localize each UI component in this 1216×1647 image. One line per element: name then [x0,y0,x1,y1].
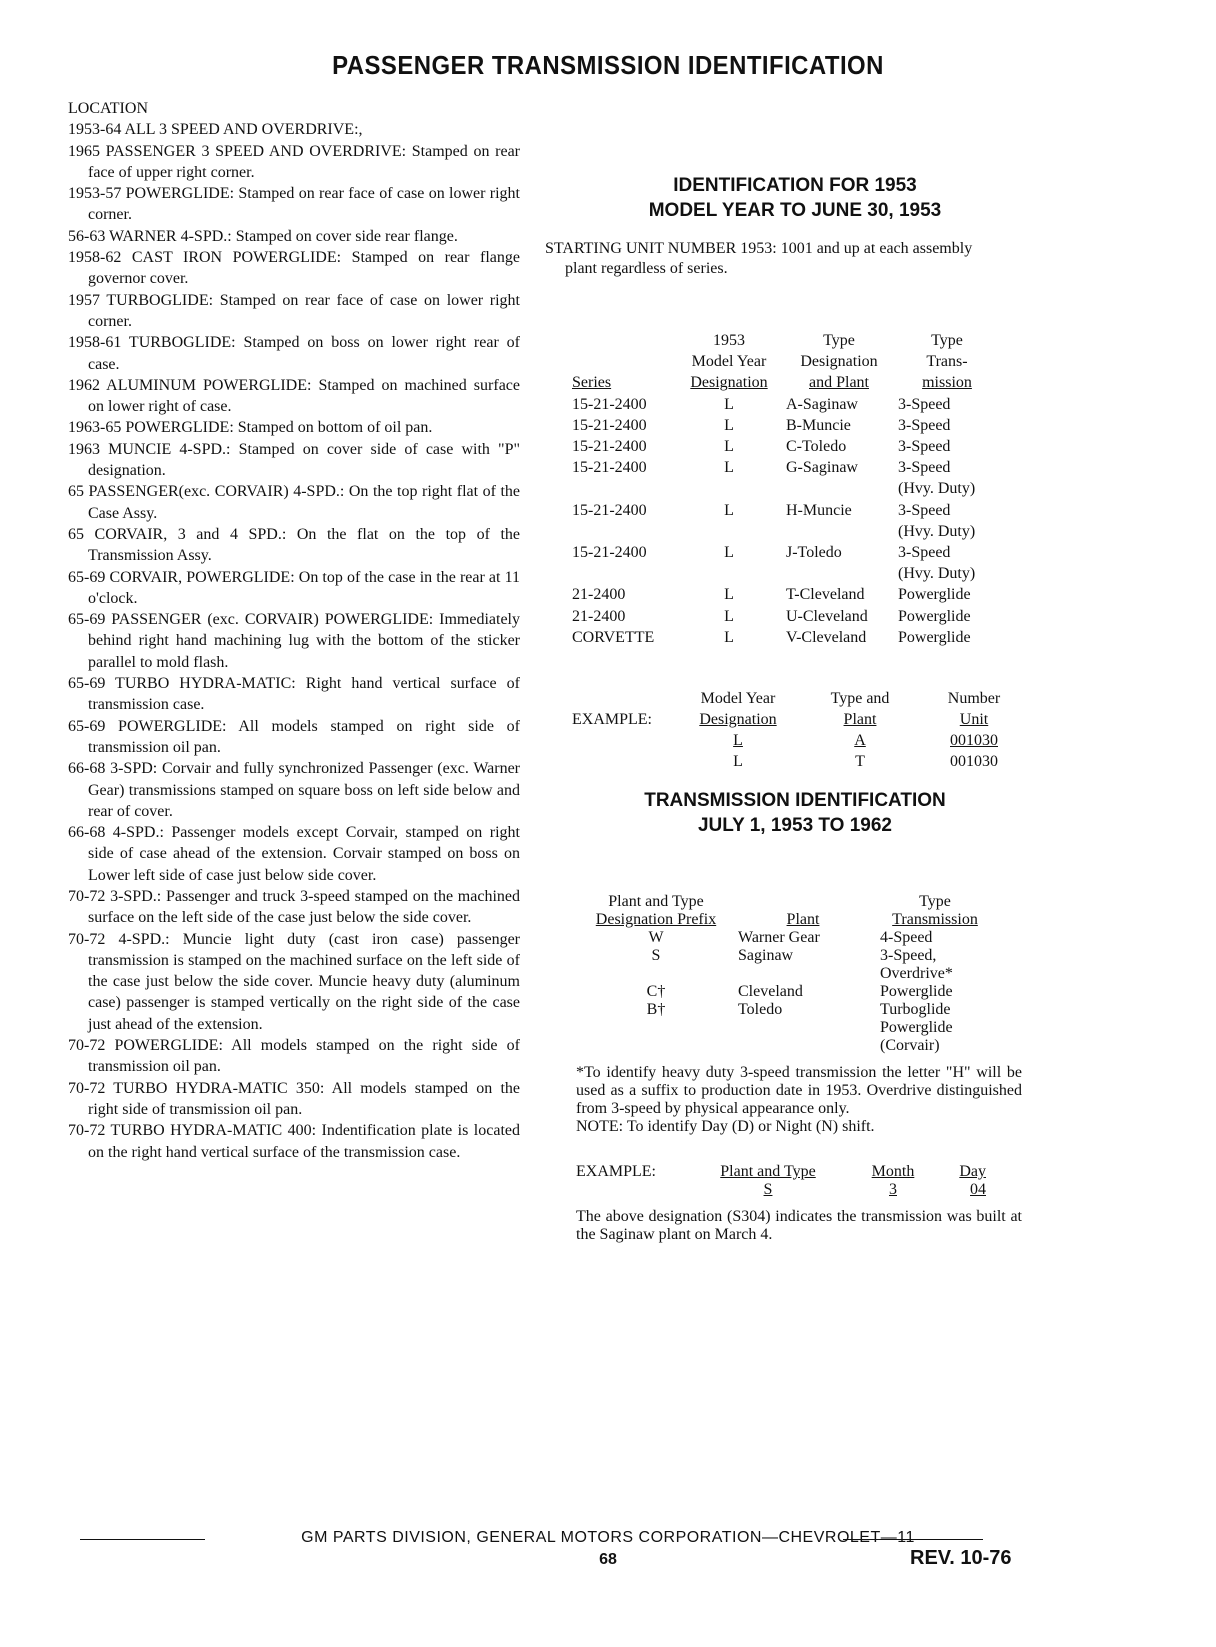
example-1953-col2-b: Plant [843,711,877,728]
cell-year: L [724,416,734,434]
cell-prefix: B† [646,1001,666,1018]
table-row [572,627,1002,648]
example-1953-r1-c3: 001030 [950,732,998,749]
example-1962-col2: Month [871,1163,915,1180]
header-prefix-1: Plant and Type [608,893,704,910]
section-1962-heading-line1: TRANSMISSION IDENTIFICATION [644,790,946,811]
header-model-year-3: Designation [690,374,768,392]
cell-plant: C-Toledo [786,438,847,456]
table-header-row [574,893,1002,929]
cell-note: (Hvy. Duty) [898,522,976,540]
example-1953-col1-a: Model Year [700,690,776,707]
cell-year: L [724,607,734,625]
cell-trans: 3-Speed [898,438,951,456]
cell-series: 15-21-2400 [572,416,647,434]
cell-trans: Powerglide [880,983,953,1000]
page-title: PASSENGER TRANSMISSION IDENTIFICATION [332,50,884,80]
location-entry: 1963-65 POWERGLIDE: Stamped on bottom of oil pan. [68,419,433,437]
section-1962-heading [560,788,1030,838]
table-row [572,584,1002,605]
table-row [574,929,1002,947]
example-1953-col1-b: Designation [699,711,777,728]
cell-series: 21-2400 [572,607,626,625]
page-number: 68 [599,1551,617,1568]
header-series: Series [572,374,612,392]
cell-note: (Hvy. Duty) [898,565,976,583]
cell-plant: Saginaw [738,947,794,964]
location-entry: 1962 ALUMINUM POWERGLIDE: Stamped on machined surface on lower right of case. [68,376,520,416]
cell-trans: Powerglide [898,628,971,646]
cell-year: L [724,459,734,477]
cell-plant: B-Muncie [786,416,851,434]
table-row [572,415,1002,436]
note-text: NOTE: To identify Day (D) or Night (N) shift. [576,1118,875,1135]
location-entry: 1958-62 CAST IRON POWERGLIDE: Stamped on rear flange governor cover. [68,249,520,288]
table-row [572,436,1002,457]
revision-label: REV. 10-76 [910,1547,1012,1569]
header-trans-1: Type [919,893,951,910]
example-1962-label: EXAMPLE: [576,1163,656,1180]
footer-text: GM PARTS DIVISION, GENERAL MOTORS CORPORATION—CHEVROLET—11 [301,1529,915,1546]
cell-trans: 3-Speed [898,544,951,562]
cell-year: L [724,501,734,519]
section-1953-heading-line2: MODEL YEAR TO JUNE 30, 1953 [648,200,942,221]
cell-trans: (Corvair) [880,1037,940,1054]
cell-trans: Powerglide [880,1019,953,1036]
cell-trans: Turboglide [880,1001,951,1018]
header-model-year-1: 1953 [713,332,745,349]
cell-year: L [724,628,734,646]
location-entry: 66-68 3-SPD: Corvair and fully synchronized Passenger (exc. Warner Gear) transmissions stamped on square boss on left side below and rear of cover. [68,760,520,820]
cell-plant: H-Muncie [786,501,852,519]
cell-trans: 3-Speed [898,416,951,434]
cell-plant: Cleveland [738,983,803,1000]
section-1962-heading-line2: JULY 1, 1953 TO 1962 [697,815,893,836]
location-entry: 1953-64 ALL 3 SPEED AND OVERDRIVE:, [68,121,363,139]
table-row [572,606,1002,627]
example-1953-r1-c2: A [854,732,866,749]
table-header-row [572,330,1002,394]
header-type-plant-3: and Plant [809,374,869,392]
section-1953-heading [560,173,1030,223]
header-type-plant-1: Type [823,332,855,349]
location-entry: 70-72 POWERGLIDE: All models stamped on the right side of transmission oil pan. [68,1037,520,1076]
cell-trans: Overdrive* [880,965,953,982]
cell-year: L [724,586,734,604]
cell-trans: 3-Speed, [880,947,937,964]
example-1953-r1-c1: L [733,732,743,749]
cell-plant: V-Cleveland [786,628,867,646]
notes-block [576,1064,1022,1136]
cell-trans: 3-Speed [898,501,951,519]
table-row [574,1001,1002,1055]
cell-series: 21-2400 [572,586,626,604]
table-1953 [572,330,1002,648]
cell-year: L [724,544,734,562]
cell-trans: 3-Speed [898,459,951,477]
footnote-text: *To identify heavy duty 3-speed transmission the letter "H" will be used as a suffix to production date in 1953. Overdrive distinguished from 3-speed by physical appearance only. [576,1064,1022,1117]
cell-plant: Toledo [738,1001,783,1018]
cell-plant: A-Saginaw [786,395,858,413]
cell-plant: J-Toledo [786,544,842,562]
cell-trans: Powerglide [898,607,971,625]
header-prefix-2: Designation Prefix [595,911,717,928]
cell-year: L [724,438,734,456]
location-entry: 65-69 TURBO HYDRA-MATIC: Right hand vertical surface of transmission case. [68,675,520,714]
cell-trans: 3-Speed [898,395,951,413]
example-1953-r2-c3: 001030 [950,753,998,770]
header-type-trans-2: Trans- [926,353,968,371]
table-row [572,394,1002,415]
example-1953-r2-c2: T [855,753,865,770]
location-list [68,119,520,1163]
location-column [68,98,520,1163]
cell-prefix: S [651,947,661,964]
example-1962-col1: Plant and Type [720,1163,816,1180]
header-plant: Plant [786,911,820,928]
example-1953-col3-b: Unit [959,711,989,728]
example-1953-label: EXAMPLE: [572,711,652,728]
example-1953-col3-a: Number [947,690,1001,707]
example-1962-val3: 04 [970,1181,986,1198]
section-1953-heading-line1: IDENTIFICATION FOR 1953 [673,175,917,196]
location-entry: 70-72 3-SPD.: Passenger and truck 3-speed stamped on the machined surface on the left side of the case just below the side cover. [68,887,520,927]
starting-unit-text: STARTING UNIT NUMBER 1953: 1001 and up at each assembly plant regardless of series. [545,240,973,277]
header-trans-2: Transmission [892,911,978,928]
table-row [572,542,1002,584]
example-1953-row [572,751,1032,772]
location-entry: 1965 PASSENGER 3 SPEED AND OVERDRIVE: Stamped on rear face of upper right corner. [68,142,520,181]
example-1953-r2-c1: L [733,753,743,770]
cell-series: 15-21-2400 [572,501,647,519]
cell-trans: 4-Speed [880,929,933,946]
location-entry: 56-63 WARNER 4-SPD.: Stamped on cover side rear flange. [68,227,458,245]
location-entry: 65 PASSENGER(exc. CORVAIR) 4-SPD.: On the top right flat of the Case Assy. [68,483,520,522]
location-entry: 65-69 CORVAIR, POWERGLIDE: On top of the case in the rear at 11 o'clock. [68,568,520,607]
cell-series: 15-21-2400 [572,395,647,413]
cell-series: 15-21-2400 [572,438,647,456]
location-entry: 70-72 TURBO HYDRA-MATIC 350: All models stamped on the right side of transmission oil pan. [68,1079,520,1118]
cell-series: 15-21-2400 [572,459,647,477]
table-row [572,457,1002,499]
cell-series: CORVETTE [572,628,655,646]
header-type-trans-1: Type [931,332,963,349]
cell-prefix: C† [646,983,666,1000]
example-1962-val1: S [763,1181,773,1198]
header-type-plant-2: Designation [800,353,878,371]
cell-plant: G-Saginaw [786,459,858,477]
example-1962-col3: Day [959,1163,986,1180]
example-1953-row [572,730,1032,751]
location-entry: 65 CORVAIR, 3 and 4 SPD.: On the flat on the top of the Transmission Assy. [68,525,520,565]
cell-series: 15-21-2400 [572,544,647,562]
location-entry: 1963 MUNCIE 4-SPD.: Stamped on cover side of case with "P" designation. [68,440,520,480]
cell-year: L [724,395,734,413]
cell-note: (Hvy. Duty) [898,480,976,498]
example-1962-val2: 3 [889,1181,897,1198]
conclusion-text: The above designation (S304) indicates the transmission was built at the Saginaw plant on March 4. [576,1208,1022,1243]
location-heading: LOCATION [68,100,148,117]
header-type-trans-3: mission [922,374,972,392]
table-row [574,983,1002,1001]
location-entry: 65-69 POWERGLIDE: All models stamped on right side of transmission oil pan. [68,717,520,756]
location-entry: 70-72 4-SPD.: Muncie light duty (cast iron case) passenger transmission is stamped on the machined surface on the left side of the case just below the side cover. Muncie heavy duty (aluminum case) passenger is stamped vertically on the right side of the case just ahead of the extension. [68,930,520,1033]
cell-prefix: W [648,929,664,946]
location-entry: 1958-61 TURBOGLIDE: Stamped on boss on lower right rear of case. [68,334,520,373]
location-entry: 66-68 4-SPD.: Passenger models except Corvair, stamped on right side of case ahead of the extension. Corvair stamped on boss on Lower left side of case just below side cover. [68,824,520,884]
cell-plant: U-Cleveland [786,607,868,625]
table-row [574,947,1002,983]
location-entry: 70-72 TURBO HYDRA-MATIC 400: Indentification plate is located on the right hand vertical surface of the transmission case. [68,1122,520,1161]
cell-trans: Powerglide [898,586,971,604]
table-row [572,500,1002,542]
location-entry: 65-69 PASSENGER (exc. CORVAIR) POWERGLIDE: Immediately behind right hand machining lug with the bottom of the sticker parallel to mold flash. [68,611,520,671]
header-model-year-2: Model Year [691,353,767,371]
example-1962 [576,1163,1026,1199]
example-1953 [572,688,1032,772]
cell-plant: Warner Gear [738,929,820,946]
location-entry: 1953-57 POWERGLIDE: Stamped on rear face of case on lower right corner. [68,185,520,224]
location-entry: 1957 TURBOGLIDE: Stamped on rear face of case on lower right corner. [68,291,520,330]
example-1953-col2-a: Type and [830,690,890,707]
cell-plant: T-Cleveland [786,586,865,604]
table-1962 [574,893,1002,1055]
